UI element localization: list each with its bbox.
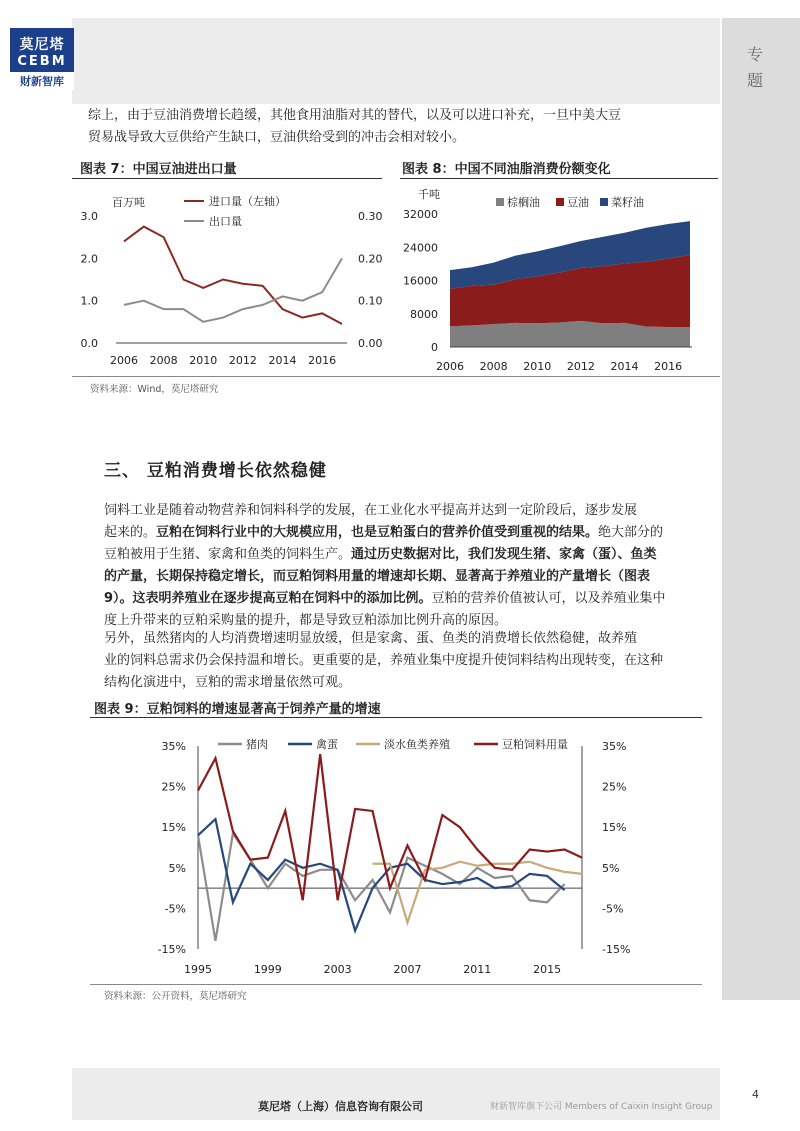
fig9-left-tick: 15%	[161, 821, 186, 835]
fig7-legend-export: 出口量	[209, 215, 242, 228]
fig8-x-tick: 2006	[436, 360, 464, 373]
fig7-unit: 百万吨	[112, 196, 145, 209]
fig9-x-tick: 2015	[533, 963, 562, 976]
fig9-x-tick: 2011	[463, 963, 492, 976]
fig9-right-tick: -15%	[602, 943, 631, 956]
fig9-right-tick: 5%	[602, 861, 620, 875]
fig8-legend-swatch	[496, 198, 504, 206]
p1-l3a: 豆粕被用于生猪、家禽和鱼类的饲料生产。	[104, 547, 352, 562]
section-title: 三、 豆粕消费增长依然稳健	[104, 461, 327, 481]
fig7-right-tick: 0.20	[358, 252, 383, 266]
fig9-left-tick: 25%	[161, 780, 186, 794]
fig9-x-tick: 1999	[253, 963, 282, 976]
fig8-areas	[450, 221, 690, 347]
body-paragraph-1	[104, 500, 720, 632]
fig9-legend-label: 豆粕饲料用量	[502, 738, 568, 751]
fig7-caption-rule	[72, 178, 382, 179]
fig8-x-tick: 2014	[610, 360, 639, 373]
logo-sub: 财新智库	[10, 72, 74, 90]
p2-line-3: 结构化演进中，豆粕的需求增量依然可观。	[104, 675, 352, 690]
fig7-left-tick: 0.0	[80, 337, 98, 350]
side-band	[722, 18, 800, 1000]
logo-cn: 莫尼塔	[19, 37, 65, 53]
p1-l2a: 起来的。	[104, 525, 157, 540]
header-band	[72, 18, 720, 104]
fig9-left-tick: 5%	[168, 861, 186, 875]
fig8-y-tick: 16000	[403, 274, 438, 288]
fig78-bottom-rule	[72, 376, 720, 377]
p1-l5b: 豆粕的营养价值被认可，以及养殖业集中	[431, 591, 666, 606]
fig8-legend	[496, 195, 644, 209]
fig9-lines	[198, 754, 582, 941]
fig9-legend	[218, 737, 568, 751]
page-number: 4	[752, 1088, 759, 1101]
p2-line-2: 业的饲料总需求仍会保持温和增长。更重要的是，养殖业集中度提升使饲料结构出现转变，在这种	[104, 653, 664, 668]
source-note-1: 资料来源：Wind，莫尼塔研究	[90, 384, 219, 395]
fig8-legend-label: 棕榈油	[507, 196, 540, 209]
intro-line-1: 综上，由于豆油消费增长趋缓，其他食用油脂对其的替代，以及可以进口补充，一旦中美大豆	[88, 108, 622, 123]
p1-line-3	[104, 544, 720, 566]
fig9-bottom-rule	[90, 984, 702, 985]
fig8-caption-rule	[400, 178, 718, 179]
p1-l3b: 通过历史数据对比，我们发现生猪、家禽（蛋）、鱼类	[351, 547, 657, 562]
fig7-x-tick: 2008	[149, 354, 178, 367]
intro-paragraph	[88, 105, 728, 149]
fig8-chart	[400, 184, 720, 374]
fig8-x-tick: 2010	[523, 360, 552, 373]
fig9-caption: 图表 9：豆粕饲料的增速显著高于饲养产量的增速	[94, 702, 381, 717]
p1-l5a: 9）。这表明养殖业在逐步提高豆粕在饲料中的添加比例。	[104, 591, 432, 606]
side-label	[740, 42, 770, 94]
cebm-logo	[10, 28, 74, 90]
fig8-unit: 千吨	[418, 188, 440, 201]
p1-line-2	[104, 522, 720, 544]
fig7-left-tick: 2.0	[80, 252, 98, 266]
fig7-x-tick: 2014	[268, 354, 297, 367]
fig7-lines	[124, 227, 342, 324]
fig7-x-tick: 2006	[110, 354, 138, 367]
fig9-right-tick: 35%	[602, 740, 627, 753]
fig9-line-egg	[198, 819, 565, 931]
p1-line-1: 饲料工业是随着动物营养和饲料科学的发展，在工业化水平提高并达到一定阶段后，逐步发展	[104, 503, 638, 518]
fig7-export-line	[124, 258, 342, 321]
fig7-right-tick: 0.10	[358, 294, 383, 308]
p1-l4: 的产量，长期保持稳定增长，而豆粕饲料用量的增速却长期、显著高于养殖业的产量增长（图表	[104, 569, 651, 584]
fig8-x-tick: 2016	[654, 360, 683, 373]
fig8-y-tick: 24000	[403, 241, 438, 255]
fig7-x-tick: 2016	[308, 354, 337, 367]
p1-l2c: 绝大部分的	[598, 525, 664, 540]
fig9-x-tick: 2003	[323, 963, 352, 976]
fig9-chart	[140, 724, 660, 984]
footer-members: 财新智库旗下公司 Members of Caixin Insight Group	[490, 1102, 713, 1112]
fig9-caption-rule	[90, 717, 702, 718]
fig9-legend-label: 禽蛋	[316, 738, 338, 751]
fig9-right-tick: 15%	[602, 821, 627, 835]
fig7-left-tick: 3.0	[80, 210, 98, 223]
fig7-right-tick: 0.30	[358, 210, 383, 223]
fig8-x-tick: 2012	[566, 360, 595, 373]
fig7-x-tick: 2012	[228, 354, 257, 367]
p1-line-5	[104, 588, 720, 610]
fig9-x-tick: 2007	[393, 963, 422, 976]
source-note-2: 资料来源：公开资料，莫尼塔研究	[104, 991, 247, 1002]
fig9-legend-label: 猪肉	[246, 738, 268, 751]
side-label-1: 专	[746, 45, 763, 64]
p1-line-4	[104, 566, 720, 588]
fig9-x-tick: 1995	[184, 963, 212, 976]
fig9-right-tick: -5%	[602, 902, 624, 916]
fig7-import-line	[124, 227, 342, 324]
fig7-legend-import: 进口量（左轴）	[209, 195, 286, 208]
fig8-legend-swatch	[600, 198, 608, 206]
fig8-x-tick: 2008	[479, 360, 508, 373]
intro-line-2: 贸易战导致大豆供给产生缺口，豆油供给受到的冲击会相对较小。	[88, 130, 466, 145]
fig7-left-tick: 1.0	[80, 294, 98, 308]
fig8-y-tick: 0	[431, 341, 438, 354]
p1-line-6: 度上升带来的豆粕采购量的提升，都是导致豆粕添加比例升高的原因。	[104, 613, 508, 628]
fig7-caption: 图表 7：中国豆油进出口量	[80, 162, 237, 177]
fig8-legend-swatch	[556, 198, 564, 206]
fig7-right-tick: 0.00	[358, 337, 383, 350]
fig9-left-tick: 35%	[161, 740, 186, 753]
fig8-legend-label: 豆油	[567, 196, 589, 209]
fig8-y-tick: 32000	[403, 208, 438, 221]
p2-line-1: 另外，虽然猪肉的人均消费增速明显放缓，但是家禽、蛋、鱼类的消费增长依然稳健，故养殖	[104, 631, 638, 646]
side-label-2: 题	[746, 71, 763, 90]
fig8-legend-label: 菜籽油	[611, 196, 644, 209]
logo-en: CEBM	[17, 54, 67, 69]
fig7-x-tick: 2010	[189, 354, 218, 367]
fig9-left-tick: -5%	[164, 902, 186, 916]
fig7-chart	[72, 184, 392, 374]
body-paragraph-2	[104, 628, 720, 694]
fig9-left-tick: -15%	[157, 943, 186, 956]
p1-l2b: 豆粕在饲料行业中的大规模应用，也是豆粕蛋白的营养价值受到重视的结果。	[156, 525, 599, 540]
footer-company: 莫尼塔（上海）信息咨询有限公司	[258, 1100, 423, 1113]
fig9-legend-label: 淡水鱼类养殖	[384, 738, 450, 751]
fig8-y-tick: 8000	[410, 307, 438, 321]
fig8-caption: 图表 8：中国不同油脂消费份额变化	[402, 162, 611, 177]
fig9-right-tick: 25%	[602, 780, 627, 794]
